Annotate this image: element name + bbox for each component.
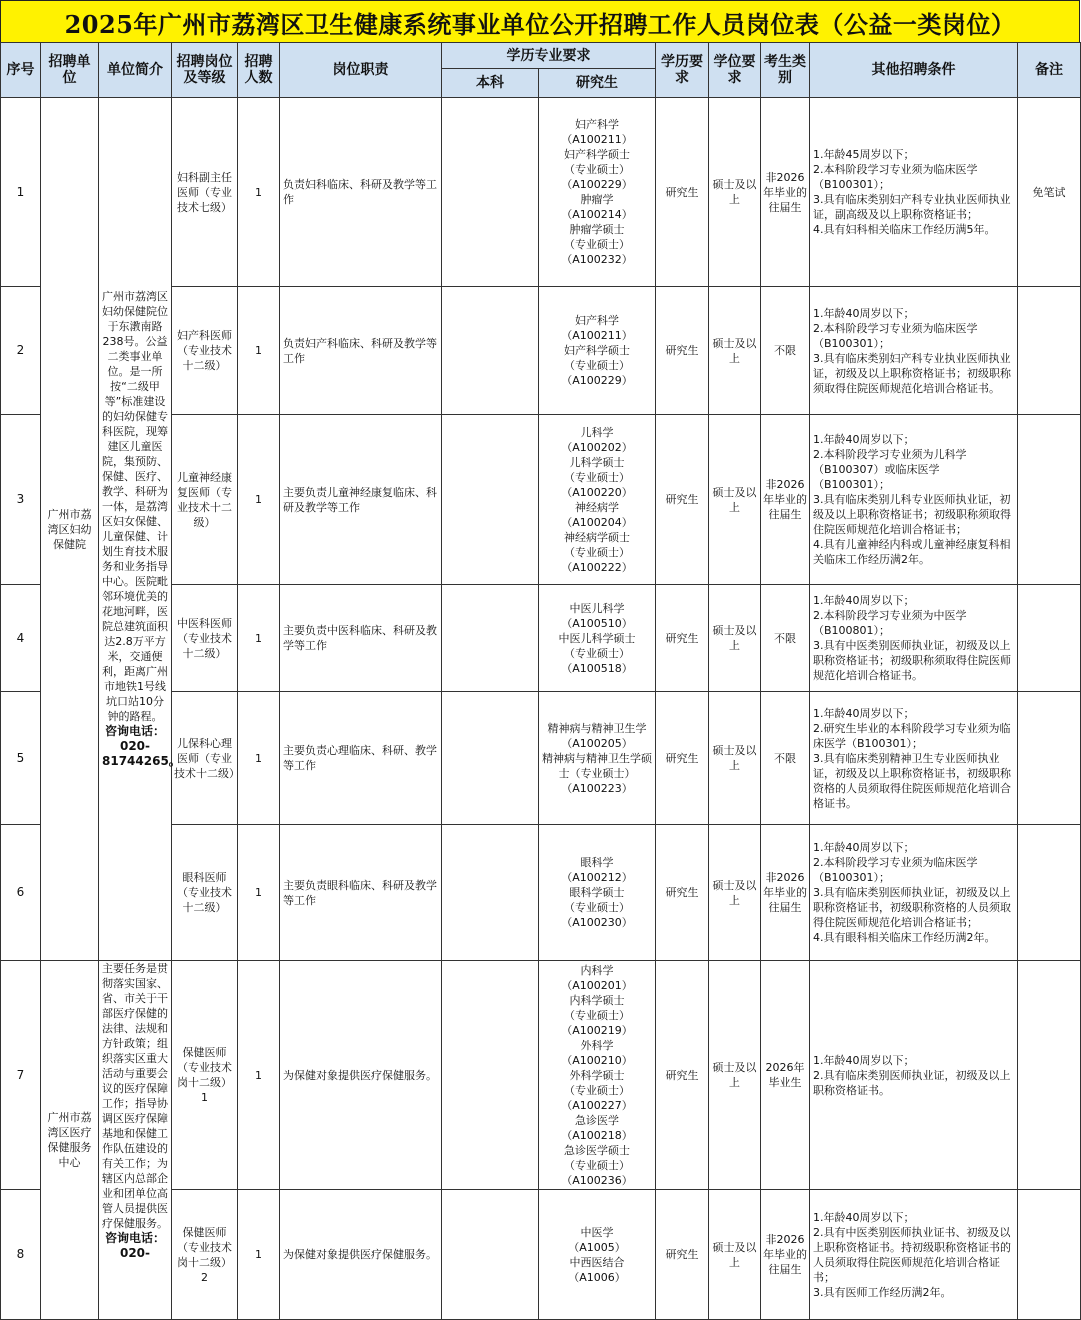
list-line: 神经病学 [575,500,619,514]
seq-cell: 1 [1,98,41,287]
position-cell: 妇科副主任医师（专业技术七级） [172,98,238,287]
category-cell: 非2026年毕业的往届生 [761,98,810,287]
list-line: （A100232） [561,253,633,266]
list-line: （A100220） [561,485,633,499]
header-remark: 备注 [1018,43,1081,98]
list-line: （专业硕士） [564,646,630,660]
seq-cell: 7 [1,961,41,1190]
degree-cell: 硕士及以上 [709,1190,761,1320]
list-line: 3.具有临床类别儿科专业医师执业证，初级及以上职称资格证书；初级职称须取得住院医师规范化培训合格证书； [813,493,1011,536]
header-unit: 招聘单位 [41,43,99,98]
remark-cell [1018,287,1081,415]
list-line: 2.具有中医类别医师执业证书、初级及以上职称资格证书。持初级职称资格证书的人员须取得住院医师规范化培训合格证书； [813,1225,1011,1284]
graduate-cell [539,415,656,585]
position-cell: 保健医师（专业技术岗十二级）2 [172,1190,238,1320]
position-cell: 妇产科医师（专业技术十二级） [172,287,238,415]
education-cell: 研究生 [656,415,709,585]
position-cell: 保健医师（专业技术岗十二级）1 [172,961,238,1190]
remark-cell [1018,692,1081,825]
remark-cell [1018,585,1081,692]
list-line: 中西医结合 [569,1255,625,1269]
category-cell: 非2026年毕业的往届生 [761,415,810,585]
phone-number: 020-81744265。 [102,739,181,768]
list-line: 1.年龄40周岁以下； [813,1053,915,1067]
other-cell [810,415,1018,585]
category-cell: 非2026年毕业的往届生 [761,1190,810,1320]
list-line: 2.本科阶段学习专业须为临床医学（B100301）； [813,163,978,191]
list-line: 肿瘤学硕士 [569,223,625,236]
bachelor-cell [442,1190,539,1320]
list-line: 2.本科阶段学习专业须为儿科学（B100307）或临床医学（B100301）； [813,448,967,491]
category-cell: 不限 [761,287,810,415]
education-cell: 研究生 [656,98,709,287]
list-line: 妇产科学 [575,314,619,327]
count-cell: 1 [238,692,280,825]
other-cell [810,585,1018,692]
list-line: 妇产科学 [575,118,619,131]
header-intro: 单位简介 [99,43,172,98]
table-row [1,961,1081,1190]
phone-label: 咨询电话： [104,1231,165,1245]
list-line: （A100212） [561,871,633,884]
other-cell [810,825,1018,961]
list-line: （A100210） [561,1053,633,1067]
count-cell: 1 [238,825,280,961]
unit-intro-cell [99,98,181,961]
list-line: 急诊医学硕士 [564,1143,630,1157]
unit-name-cell: 广州市荔湾区妇幼保健院 [41,98,99,961]
education-cell: 研究生 [656,961,709,1190]
list-line: （A100223） [561,781,633,795]
header-bachelor: 本科 [442,69,539,98]
education-cell: 研究生 [656,825,709,961]
position-cell: 儿保科心理医师（专业技术十二级） [172,692,238,825]
list-line: 1.年龄40周岁以下； [813,1210,915,1224]
graduate-cell [539,692,656,825]
seq-cell: 3 [1,415,41,585]
list-line: 1.年龄40周岁以下； [813,706,915,720]
header-position: 招聘岗位及等级 [172,43,238,98]
seq-cell: 5 [1,692,41,825]
other-cell [810,692,1018,825]
phone-number: 020- [119,1246,151,1260]
education-cell: 研究生 [656,287,709,415]
graduate-cell [539,1190,656,1320]
degree-cell: 硕士及以上 [709,415,761,585]
list-line: 4.具有儿童神经内科或儿童神经康复科相关临床工作经历满2年。 [813,538,1011,566]
position-cell: 中医科医师（专业技术十二级） [172,585,238,692]
list-line: （专业硕士） [564,1008,630,1022]
header-count: 招聘人数 [238,43,280,98]
phone-label: 咨询电话： [104,724,165,738]
list-line: 2.本科阶段学习专业须为中医学（B100801）； [813,609,967,637]
remark-cell: 免笔试 [1018,98,1081,287]
list-line: （专业硕士） [564,1083,630,1097]
count-cell: 1 [238,98,280,287]
count-cell: 1 [238,585,280,692]
header-other: 其他招聘条件 [810,43,1018,98]
remark-cell [1018,1190,1081,1320]
category-cell: 不限 [761,692,810,825]
list-line: 3.具有临床类别精神卫生专业医师执业证，初级及以上职称资格证书，初级职称资格的人员须取得住院医师规范化培训合格证书。 [813,751,1011,810]
duties-cell: 主要负责中医科临床、科研及教学等工作 [280,585,442,692]
unit-intro-text: 主要任务是贯彻落实国家、省、市关于干部医疗保健的法律、法规和方针政策；组织落实区重大活动与重要会议的医疗保障工作；指导协调区医疗保障基地和保健工作队伍建设的有关工作；为辖区内总部企业和团单位高管人员提供医疗保健服务。 [102,962,168,1230]
remark-cell [1018,415,1081,585]
list-line: 急诊医学 [575,1113,619,1127]
list-line: （A100236） [561,1173,633,1187]
education-cell: 研究生 [656,585,709,692]
list-line: （A100204） [561,515,633,529]
bachelor-cell [442,585,539,692]
bachelor-cell [442,961,539,1190]
list-line: 2.本科阶段学习专业须为临床医学（B100301）； [813,856,978,884]
duties-cell: 为保健对象提供医疗保健服务。 [280,961,442,1190]
list-line: 神经病学硕士 [564,530,630,544]
unit-name-cell: 广州市荔湾区医疗保健服务中心 [41,961,99,1320]
list-line: 内科学硕士 [569,993,625,1007]
list-line: 儿科学硕士 [569,455,625,469]
list-line: （A100510） [561,616,633,630]
list-line: 2.研究生毕业的本科阶段学习专业须为临床医学（B100301）； [813,721,1011,750]
bachelor-cell [442,825,539,961]
category-cell: 非2026年毕业的往届生 [761,825,810,961]
category-cell: 2026年毕业生 [761,961,810,1190]
category-cell: 不限 [761,585,810,692]
seq-cell: 4 [1,585,41,692]
list-line: 精神病与精神卫生学 [547,721,647,735]
graduate-cell [539,825,656,961]
list-line: （A100214） [561,208,633,221]
list-line: （A100205） [561,736,633,750]
duties-cell: 主要负责儿童神经康复临床、科研及教学等工作 [280,415,442,585]
list-line: 中医学 [580,1225,614,1239]
unit-intro-text: 广州市荔湾区妇幼保健院位于东漖南路238号。公益二类事业单位。是一所按“二级甲等”标准建设的妇幼保健专科医院，现筹建区儿童医院，集预防、保健、医疗、教学、科研为一体，是荔湾区妇女保健、儿童保健、计划生育技术服务和业务指导中心。医院毗邻环境优美的花地河畔，医院总建筑面积达2.8万平方米，交通便利，距离广州市地铁1号线坑口站10分钟的路程。 [102,290,168,723]
other-cell [810,98,1018,287]
list-line: 精神病与精神卫生学硕士（专业硕士） [542,751,652,780]
unit-intro-cell [99,961,172,1320]
list-line: 2.具有临床类别医师执业证，初级及以上职称资格证书。 [813,1068,1011,1097]
header-seq: 序号 [1,43,41,98]
list-line: （A100219） [561,1023,633,1037]
list-line: （A1006） [568,1270,626,1284]
degree-cell: 硕士及以上 [709,825,761,961]
list-line: （A100518） [561,661,633,675]
list-line: 1.年龄40周岁以下； [813,433,915,446]
seq-cell: 6 [1,825,41,961]
position-cell: 眼科医师（专业技术十二级） [172,825,238,961]
list-line: 眼科学 [580,856,614,869]
list-line: （A100202） [561,440,633,454]
list-line: 3.具有医师工作经历满2年。 [813,1285,952,1299]
list-line: 外科学硕士 [569,1068,625,1082]
list-line: 2.本科阶段学习专业须为临床医学（B100301）； [813,321,978,350]
bachelor-cell [442,98,539,287]
degree-cell: 硕士及以上 [709,98,761,287]
header-education: 学历要求 [656,43,709,98]
list-line: （专业硕士） [564,1158,630,1172]
bachelor-cell [442,287,539,415]
list-line: 1.年龄40周岁以下； [813,841,915,854]
list-line: 妇产科学硕士 [564,344,630,357]
list-line: （A100222） [561,560,633,574]
list-line: 眼科学硕士 [569,886,625,899]
duties-cell: 负责妇科临床、科研及教学等工作 [280,98,442,287]
list-line: （A100227） [561,1098,633,1112]
list-line: 3.具有临床类别妇产科专业执业医师执业证，初级及以上职称资格证书；初级职称须取得住院医师规范化培训合格证书。 [813,351,1011,395]
duties-cell: 负责妇产科临床、科研及教学等工作 [280,287,442,415]
list-line: （专业硕士） [564,545,630,559]
list-line: 3.具有临床类别妇产科专业执业医师执业证，副高级及以上职称资格证书； [813,193,1011,221]
list-line: 中医儿科学硕士 [558,631,636,645]
count-cell: 1 [238,961,280,1190]
list-line: 1.年龄45周岁以下； [813,148,915,161]
count-cell: 1 [238,415,280,585]
list-line: （A100211） [561,133,633,146]
page-title: 2025年广州市荔湾区卫生健康系统事业单位公开招聘工作人员岗位表（公益一类岗位） [0,0,1080,44]
list-line: （A100201） [561,978,633,992]
list-line: 中医儿科学 [569,601,625,615]
list-line: 4.具有眼科相关临床工作经历满2年。 [813,931,996,944]
duties-cell: 为保健对象提供医疗保健服务。 [280,1190,442,1320]
list-line: （专业硕士） [564,901,630,914]
list-line: （专业硕士） [564,163,630,176]
header-major-group: 学历专业要求 [442,43,656,69]
remark-cell [1018,961,1081,1190]
list-line: 4.具有妇科相关临床工作经历满5年。 [813,223,996,236]
graduate-cell [539,585,656,692]
bachelor-cell [442,415,539,585]
list-line: （A100229） [561,374,633,387]
list-line: 妇产科学硕士 [564,148,630,161]
list-line: （A1005） [568,1240,626,1254]
header-duties: 岗位职责 [280,43,442,98]
other-cell [810,287,1018,415]
list-line: 儿科学 [580,425,614,439]
duties-cell: 主要负责心理临床、科研、教学等工作 [280,692,442,825]
list-line: （专业硕士） [564,238,630,251]
degree-cell: 硕士及以上 [709,287,761,415]
header-category: 考生类别 [761,43,810,98]
header-degree: 学位要求 [709,43,761,98]
degree-cell: 硕士及以上 [709,585,761,692]
list-line: （专业硕士） [564,470,630,484]
list-line: 3.具有中医类别医师执业证，初级及以上职称资格证书；初级职称须取得住院医师规范化培训合格证书。 [813,639,1011,682]
list-line: （A100229） [561,178,633,191]
graduate-cell [539,287,656,415]
seq-cell: 2 [1,287,41,415]
table-row [1,98,1081,287]
education-cell: 研究生 [656,1190,709,1320]
list-line: （专业硕士） [564,359,630,372]
bachelor-cell [442,692,539,825]
other-cell [810,1190,1018,1320]
list-line: （A100230） [561,916,633,929]
graduate-cell [539,961,656,1190]
duties-cell: 主要负责眼科临床、科研及教学等工作 [280,825,442,961]
list-line: 外科学 [580,1038,614,1052]
position-cell: 儿童神经康复医师（专业技术十二级） [172,415,238,585]
list-line: 1.年龄40周岁以下； [813,594,915,607]
seq-cell: 8 [1,1190,41,1320]
list-line: 1.年龄40周岁以下； [813,306,915,320]
remark-cell [1018,825,1081,961]
header-graduate: 研究生 [539,69,656,98]
degree-cell: 硕士及以上 [709,961,761,1190]
count-cell: 1 [238,287,280,415]
list-line: 3.具有临床类别医师执业证，初级及以上职称资格证书，初级职称资格的人员须取得住院医师规范化培训合格证书； [813,886,1011,929]
education-cell: 研究生 [656,692,709,825]
list-line: 肿瘤学 [580,193,614,206]
list-line: （A100211） [561,329,633,342]
list-line: （A100218） [561,1128,633,1142]
graduate-cell [539,98,656,287]
count-cell: 1 [238,1190,280,1320]
recruitment-table [0,42,1081,1320]
other-cell [810,961,1018,1190]
list-line: 内科学 [580,963,614,977]
degree-cell: 硕士及以上 [709,692,761,825]
